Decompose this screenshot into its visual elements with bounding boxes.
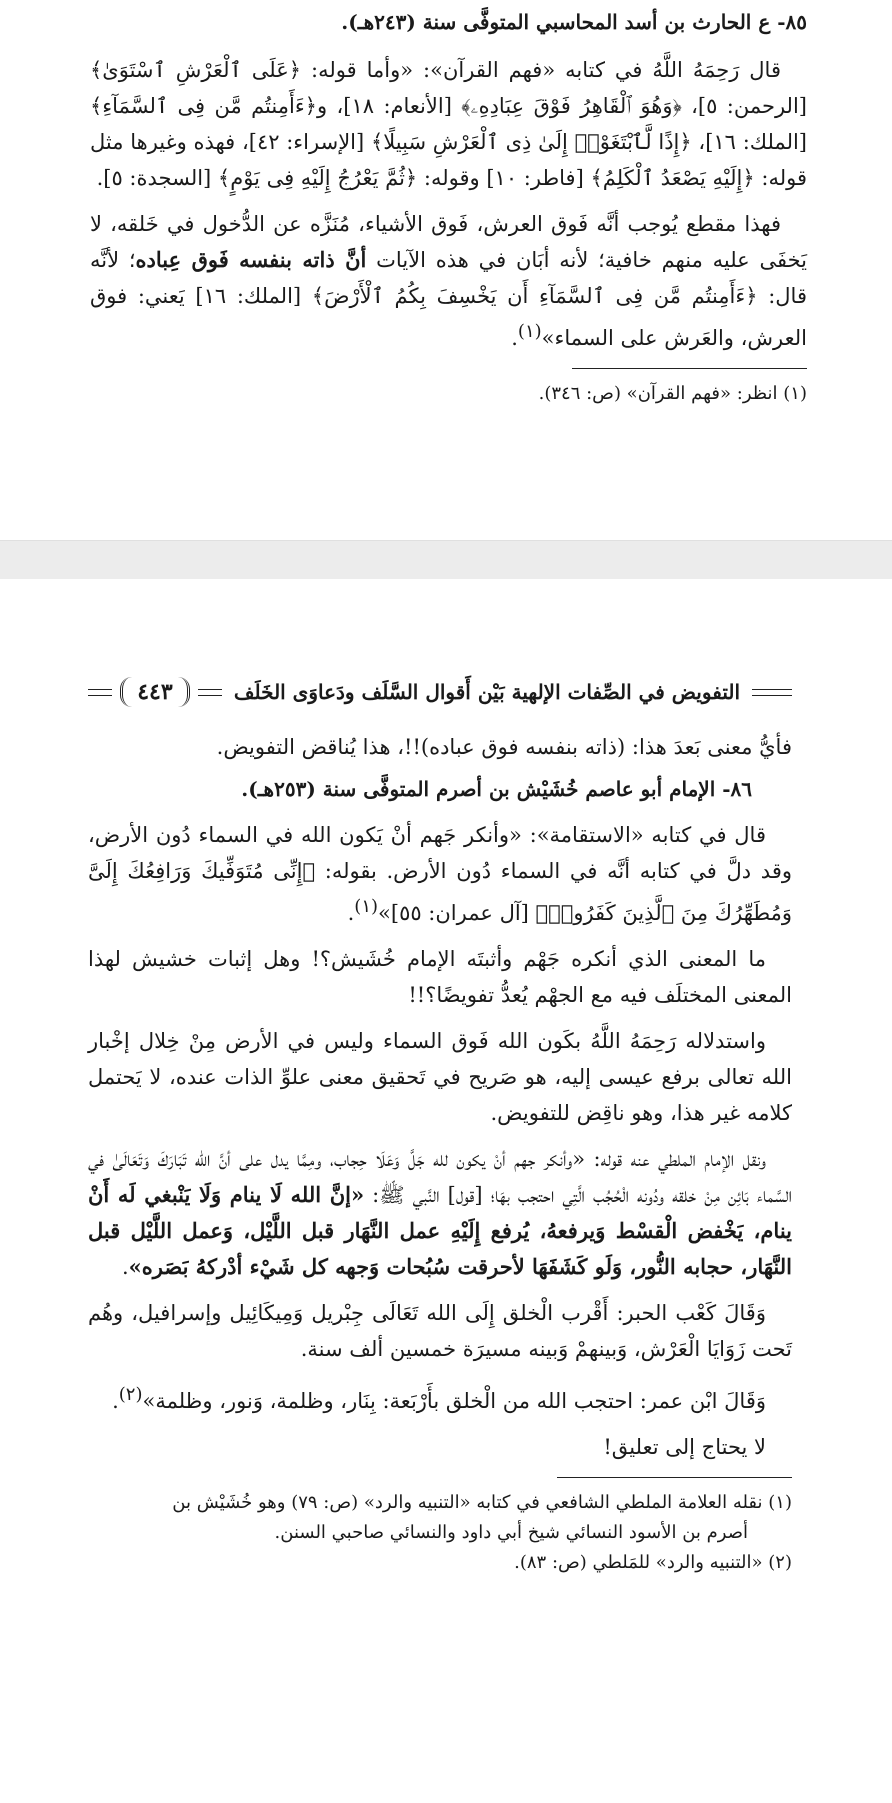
- page-body: [88, 729, 792, 1578]
- previous-page: [0, 0, 892, 540]
- running-header: [88, 672, 792, 712]
- footnote-continuation: أصرم بن الأسود النسائي شيخ أبي داود والنسائي صاحبي السنن.: [274, 1522, 748, 1543]
- previous-page-body: [90, 6, 807, 409]
- footnote-divider: [557, 1477, 792, 1478]
- paragraph: فهذا مقطع يُوجب أنَّه فَوق العرش، فَوق الأشياء، مُنَزَّه عن الدُّخول في خَلقه، لا يَخفَى عليه منهم خافية؛ لأنه أبَان في هذه الآيات أنَّ ذاته بنفسه فَوق عِباده؛ لأنَّه قال: ﴿ءَأَمِنتُم مَّن فِى ٱلسَّمَآءِ أَن يَخْسِفَ بِكُمُ ٱلْأَرْضَ﴾ [الملك: ١٦] يَعني: فوق العرش، والعَرش على السماء»$^{(١)}$.: [90, 212, 807, 350]
- paragraph: وَقَالَ كَعْب الحبر: أَقْرب الْخلق إِلَى الله تَعَالَى جِبْريل وَمِيكَائِيل وإسرافيل، وهُم تَحت زَوَايَا الْعَرْش، وَبينهمْ وَبينه مسيرَة خمسين ألف سنة.: [88, 1301, 792, 1361]
- header-rule: [88, 689, 112, 696]
- paragraph: ونقل الإمام الملطي عنه قوله: «وأنكر جهم أنْ يكون لله جَلَّ وَعَلَا حِجاب، ومِمَّا يدل على أنَّ الله تَبَارَكَ وَتَعَالَىٰ في السَّماء بَائِن مِنْ خلقه ودُونه الْحُجُب الَّتِي احتجب بهَا؛ [قول] النَّبي ﷺ: «إنَّ الله لَا ينام وَلَا يَنْبغي لَه أَنْ ينام، يَخْفض الْقسْط وَيرفعهُ، يُرفع إِلَيْهِ عمل النَّهَار قبل اللَّيْل، وَعمل اللَّيْل قبل النَّهَار، حجابه النُّور، وَلَو كَشَفَهَا لأحرقت سُبُحات وَجهه كل شَيْء أدْركهُ بَصَره».: [88, 1147, 792, 1279]
- running-title: التفويض في الصِّفات الإلهية بَيْن أَقوال السَّلَف ودَعاوَى الخَلَف: [233, 680, 740, 704]
- paragraph: قال في كتابه «الاستقامة»: «وأنكر جَهم أنْ يَكون الله في السماء دُون الأرض، وقد دلَّ في كتابه أنَّه في السماء دُون الأرض. بقوله: ﴿إِنِّى مُتَوَفِّيكَ وَرَافِعُكَ إِلَىَّ وَمُطَهِّرُكَ مِنَ ٱلَّذِينَ كَفَرُوا۟﴾ [آل عمران: ٥٥]»$^{(١)}$.: [88, 823, 792, 925]
- footnote: (١) نقله العلامة الملطي الشافعي في كتابه «التنبيه والرد» (ص: ٧٩) وهو خُشَيْش بن: [172, 1492, 792, 1513]
- paragraph: وَقَالَ ابْن عمر: احتجب الله من الْخلق بأَرْبَعة: بِنَار، وظلمة، وَنور، وظلمة»$^{(٢)}$.: [112, 1384, 766, 1413]
- footnote-ref[interactable]: (١): [354, 896, 379, 917]
- header-rule: [752, 689, 792, 696]
- bold-quote: أنَّ ذاته بنفسه فَوق عِباده: [135, 247, 367, 272]
- page-443: [0, 579, 892, 1803]
- paragraph: ما المعنى الذي أنكره جَهْم وأثبتَه الإمام خُشَيش؟! وهل إثبات خشيش لهذا المعنى المختلَف فيه مع الجهْم يُعدُّ تفويضًا؟!!: [88, 947, 792, 1007]
- paragraph: قال رَحِمَهُ اللَّهُ في كتابه «فهم القرآن»: «وأما قوله: ﴿عَلَى ٱلْعَرْشِ ٱسْتَوَىٰ﴾ [الرحمن: ٥]، ﴿وَهُوَ ٱلْقَاهِرُ فَوْقَ عِبَادِهِۦ﴾ [الأنعام: ١٨]، و﴿ءَأَمِنتُم مَّن فِى ٱلسَّمَآءِ﴾ [الملك: ١٦]، ﴿إِذًا لَّٱبْتَغَوْا۟ إِلَىٰ ذِى ٱلْعَرْشِ سَبِيلًا﴾ [الإسراء: ٤٢]، فهذه وغيرها مثل قوله: ﴿إِلَيْهِ يَصْعَدُ ٱلْكَلِمُ﴾ [فاطر: ١٠] وقوله: ﴿ثُمَّ يَعْرُجُ إِلَيْهِ فِى يَوْمٍ﴾ [السجدة: ٥].: [90, 58, 807, 190]
- footnote-ref[interactable]: (٢): [118, 1384, 143, 1405]
- paragraph: فأيُّ معنى بَعدَ هذا: (ذاته بنفسه فوق عباده)!!، هذا يُناقض التفويض.: [216, 735, 792, 759]
- footnote: (٢) «التنبيه والرد» للمَلطي (ص: ٨٣).: [514, 1552, 792, 1573]
- paragraph: واستدلاله رَحِمَهُ اللَّهُ بكَون الله فَوق السماء وليس في الأرض مِنْ خِلال إخْبار الله تعالى برفع عيسى إليه، هو صَريح في تَحقيق معنى علوِّ الذات عنده، لا يَحتمل كلامه غير هذا، وهو ناقِض للتفويض.: [88, 1029, 792, 1125]
- section-heading-86: ٨٦- الإمام أبو عاصم خُشَيْش بن أصرم المتوفَّى سنة (٢٥٣هـ).: [241, 777, 752, 801]
- footnote-ref[interactable]: (١): [517, 321, 542, 342]
- section-heading-85: ٨٥- ع الحارث بن أسد المحاسبي المتوفَّى سنة (٢٤٣هـ).: [341, 10, 807, 34]
- footnote: (١) انظر: «فهم القرآن» (ص: ٣٤٦).: [538, 383, 807, 404]
- hadith-quote: «إنَّ الله لَا ينام وَلَا يَنْبغي لَه أَنْ ينام، يَخْفض الْقسْط وَيرفعهُ، يُرفع إِلَيْهِ عمل النَّهَار قبل اللَّيْل، وَعمل اللَّيْل قبل النَّهَار، حجابه النُّور، وَلَو كَشَفَهَا لأحرقت سُبُحات وَجهه كل شَيْء أدْركهُ بَصَره»: [88, 1182, 792, 1279]
- footnote-divider: [572, 368, 807, 369]
- page-number: ٤٤٣: [120, 677, 189, 707]
- paragraph: لا يحتاج إلى تعليق!: [603, 1435, 766, 1459]
- page-separator: [0, 540, 892, 580]
- header-rule: [198, 689, 222, 696]
